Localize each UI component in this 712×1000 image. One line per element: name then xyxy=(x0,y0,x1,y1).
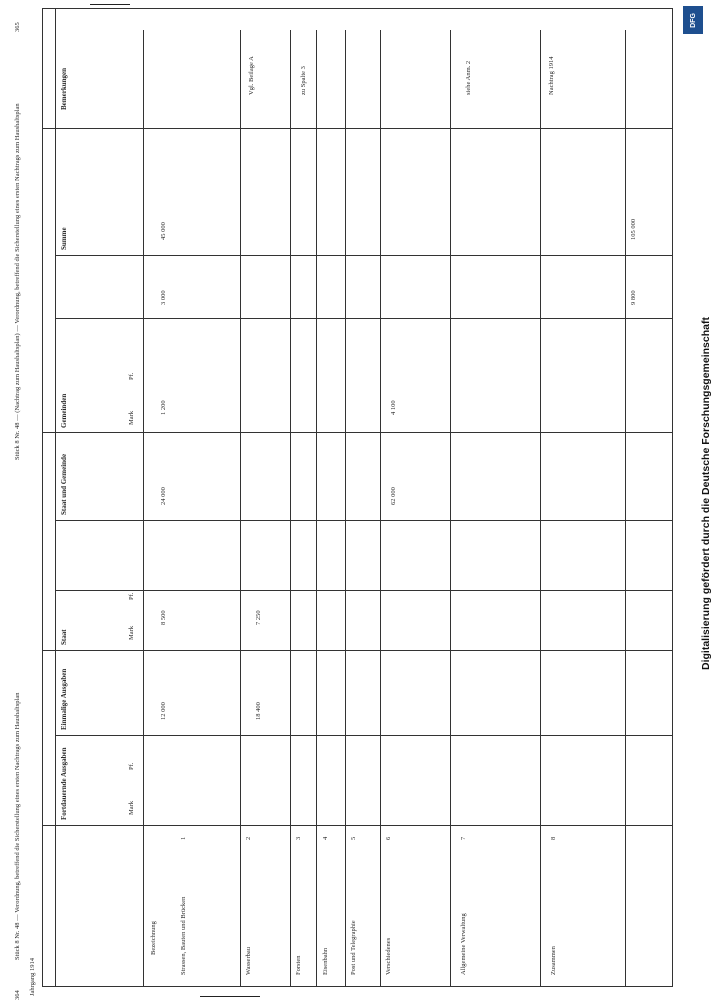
col-group-0: Fortdauernde Ausgaben xyxy=(60,747,68,820)
row-number-3: 4 xyxy=(322,836,329,840)
dfg-logo-icon: DFG xyxy=(683,6,703,34)
value-cell-6: 18 400 xyxy=(255,702,262,720)
value-cell-0: 12 000 xyxy=(160,702,167,720)
table-bottom-rule xyxy=(42,986,672,987)
col-divider-d xyxy=(42,432,672,433)
row-number-5: 6 xyxy=(385,836,392,840)
value-cell-5: 45 000 xyxy=(160,222,167,240)
row-label-4: Eisenbahn xyxy=(322,947,329,975)
left-page-number: 364 xyxy=(14,990,21,1000)
col-divider-h xyxy=(55,735,672,736)
left-page-header: Stück 8 Nr. 48 — Verordnung, betreffend die Sicherstellung eines ersten Nachtrags zum Haushaltsplan xyxy=(14,692,21,960)
row-label-5: Post und Telegraphie xyxy=(350,920,357,975)
value-cell-11: 105 000 xyxy=(630,218,637,240)
row-divider-9 xyxy=(625,30,626,987)
row-divider-1 xyxy=(143,30,144,987)
row-number-0: 1 xyxy=(180,836,187,840)
row-label-0: Bezeichnung xyxy=(150,921,157,955)
value-cell-4: 3 000 xyxy=(160,290,167,305)
row-divider-6 xyxy=(380,30,381,987)
col-group-1: Einmalige Ausgaben xyxy=(60,668,68,730)
row-label-8: Zusammen xyxy=(550,946,557,975)
row-label-2: Wasserbau xyxy=(245,947,252,975)
col-group-2: Staat xyxy=(60,629,68,645)
digitization-credit: Digitalisierung gefördert durch die Deutsche Forschungsgemeinschaft xyxy=(700,317,712,670)
value-cell-9: 4 100 xyxy=(390,400,397,415)
note-0: Vgl. Beilage A xyxy=(248,56,255,95)
row-number-6: 7 xyxy=(460,836,467,840)
right-page-number: 365 xyxy=(14,22,21,32)
row-number-2: 3 xyxy=(295,836,302,840)
note-2: siehe Anm. 2 xyxy=(465,60,472,95)
row-label-7: Allgemeine Verwaltung xyxy=(460,913,467,975)
row-divider-4 xyxy=(316,30,317,987)
sub-col-2: Mark xyxy=(128,625,135,640)
table-right-rule xyxy=(672,8,673,987)
col-divider-f xyxy=(55,590,672,591)
col-divider-a xyxy=(42,128,672,129)
col-divider-g xyxy=(42,650,672,651)
value-cell-3: 1 200 xyxy=(160,400,167,415)
row-divider-2 xyxy=(240,30,241,987)
value-cell-7: 7 250 xyxy=(255,610,262,625)
row-divider-3 xyxy=(290,30,291,987)
row-label-1: Strassen, Bauten und Brücken xyxy=(180,896,187,975)
table-top-rule xyxy=(42,8,672,9)
value-cell-8: 62 000 xyxy=(390,487,397,505)
col-divider-c xyxy=(55,318,672,319)
right-page-header: Stück 8 Nr. 48 — (Nachtrag zum Haushaltsplan) — Verordnung, betreffend die Sicherstellung eines ersten Nachtrags zum Haushaltsplan xyxy=(14,103,21,460)
col-group-3: Staat und Gemeinde xyxy=(60,453,68,515)
scan-mark xyxy=(90,4,130,5)
row-number-7: 8 xyxy=(550,836,557,840)
running-footer: Jahrgang 1914 xyxy=(29,958,36,996)
col-divider-b xyxy=(55,255,672,256)
col-divider-i xyxy=(42,825,672,826)
sub-col-3: Pf. xyxy=(128,592,135,600)
sub-col-0: Mark xyxy=(128,800,135,815)
sub-col-5: Pf. xyxy=(128,372,135,380)
col-group-4: Gemeinden xyxy=(60,393,68,428)
col-group-5: Summe xyxy=(60,227,68,250)
row-number-1: 2 xyxy=(245,836,252,840)
header-divider xyxy=(55,8,56,987)
scan-mark xyxy=(200,996,260,997)
value-cell-2: 24 000 xyxy=(160,487,167,505)
col-divider-e xyxy=(55,520,672,521)
row-divider-7 xyxy=(450,30,451,987)
row-divider-8 xyxy=(540,30,541,987)
row-divider-5 xyxy=(345,30,346,987)
col-group-6: Bemerkungen xyxy=(60,68,68,110)
sub-col-1: Pf. xyxy=(128,762,135,770)
sub-col-4: Mark xyxy=(128,410,135,425)
row-label-3: Forsten xyxy=(295,955,302,975)
row-label-6: Verschiedenes xyxy=(385,937,392,975)
value-cell-10: 9 800 xyxy=(630,290,637,305)
table-left-rule xyxy=(42,8,43,987)
note-3: Nachtrag 1914 xyxy=(548,56,555,95)
value-cell-1: 8 500 xyxy=(160,610,167,625)
note-1: zu Spalte 3 xyxy=(300,66,307,95)
row-number-4: 5 xyxy=(350,836,357,840)
